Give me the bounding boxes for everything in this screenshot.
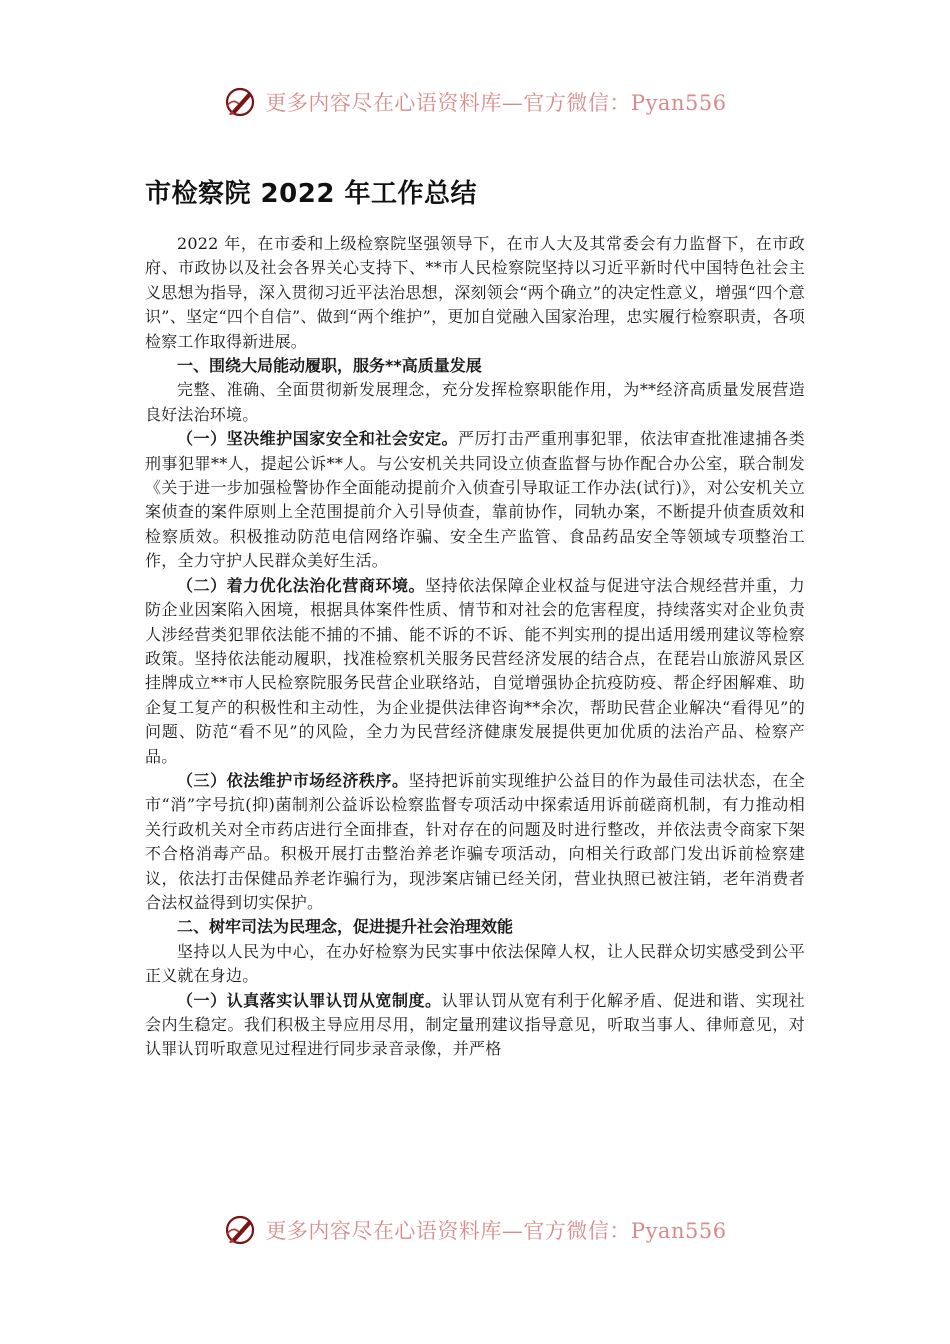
section-1-item-2-lead: （二）着力优化法治化营商环境。	[177, 575, 426, 595]
section-1-heading: 一、围绕大局能动履职，服务**高质量发展	[177, 356, 482, 376]
section-2-item-1-body: 认罪认罚从宽有利于化解矛盾、促进和谐、实现社会内生稳定。我们积极主导应用尽用，制定量刑建议指导意见，听取当事人、律师意见，对认罪认罚听取意见过程进行同步录音录像，并严格	[145, 990, 805, 1059]
section-2-item-1	[145, 989, 805, 1062]
section-1-item-3-body: 坚持把诉前实现维护公益目的作为最佳司法状态，在全市“消”字号抗(抑)菌制剂公益诉讼检察监督专项活动中探索适用诉前磋商机制，有力推动相关行政机关对全市药店进行全面排查，针对存在的问题及时进行整改，并依法责令商家下架不合格消毒产品。积极开展打击整治养老诈骗专项活动，向相关行政部门发出诉前检察建议，依法打击保健品养老诈骗行为，现涉案店铺已经关闭，营业执照已被注销，老年消费者合法权益得到切实保护。	[145, 770, 805, 912]
section-1-item-1	[145, 427, 805, 573]
pen-logo-icon	[223, 1212, 259, 1248]
pen-logo-icon	[223, 84, 259, 120]
header-banner	[0, 80, 950, 124]
banner-text: 更多内容尽在心语资料库—官方微信：Pyan556	[265, 91, 727, 115]
section-1-item-3-lead: （三）依法维护市场经济秩序。	[177, 770, 409, 790]
section-1-item-1-lead: （一）坚决维护国家安全和社会安定。	[177, 429, 459, 449]
section-2-intro: 坚持以人民为中心，在办好检察为民实事中依法保障人权，让人民群众切实感受到公平正义就在身边。	[145, 941, 805, 986]
section-1-intro: 完整、准确、全面贯彻新发展理念，充分发挥检察职能作用，为**经济高质量发展营造良好法治环境。	[145, 380, 805, 424]
section-1-item-1-body: 严厉打击严重刑事犯罪，依法审查批准逮捕各类刑事犯罪**人，提起公诉**人。与公安机关共同设立侦查监督与协作配合办公室，联合制发《关于进一步加强检警协作全面能动提前介入侦查引导取证工作办法(试行)》，对公安机关立案侦查的案件原则上全范围提前介入引导侦查，靠前协作，同轨办案，不断提升侦查质效和检察质效。积极推动防范电信网络诈骗、安全生产监管、食品药品安全等领域专项整治工作，全力守护人民群众美好生活。	[145, 429, 805, 571]
footer-banner	[0, 1208, 950, 1252]
document-title: 市检察院 2022 年工作总结	[145, 179, 477, 209]
section-2-item-1-lead: （一）认真落实认罪认罚从宽制度。	[177, 990, 442, 1010]
document-body	[145, 176, 805, 1062]
banner-text: 更多内容尽在心语资料库—官方微信：Pyan556	[265, 1219, 727, 1243]
intro-paragraph: 2022 年，在市委和上级检察院坚强领导下，在市人大及其常委会有力监督下，在市政府、市政协以及社会各界关心支持下、**市人民检察院坚持以习近平新时代中国特色社会主义思想为指导，深入贯彻习近平法治思想，深刻领会“两个确立”的决定性意义，增强“四个意识”、坚定“四个自信”、做到“两个维护”，更加自觉融入国家治理，忠实履行检察职责，各项检察工作取得新进展。	[145, 234, 805, 351]
section-1-item-3	[145, 769, 805, 915]
section-2-heading: 二、树牢司法为民理念，促进提升社会治理效能	[177, 917, 514, 937]
section-1-item-2-body: 坚持依法保障企业权益与促进守法合规经营并重，力防企业因案陷入困境，根据具体案件性质、情节和对社会的危害程度，持续落实对企业负责人涉经营类犯罪依法能不捕的不捕、能不诉的不诉、能不判实刑的提出适用缓刑建议等检察政策。坚持依法能动履职，找准检察机关服务民营经济发展的结合点，在琵岩山旅游风景区挂牌成立**市人民检察院服务民营企业联络站，自觉增强协企抗疫防疫、帮企纾困解难、助企复工复产的积极性和主动性，为企业提供法律咨询**余次，帮助民营企业解决“看得见”的问题、防范“看不见”的风险，全力为民营经济健康发展提供更加优质的法治产品、检察产品。	[145, 575, 805, 766]
section-1-item-2	[145, 574, 805, 769]
